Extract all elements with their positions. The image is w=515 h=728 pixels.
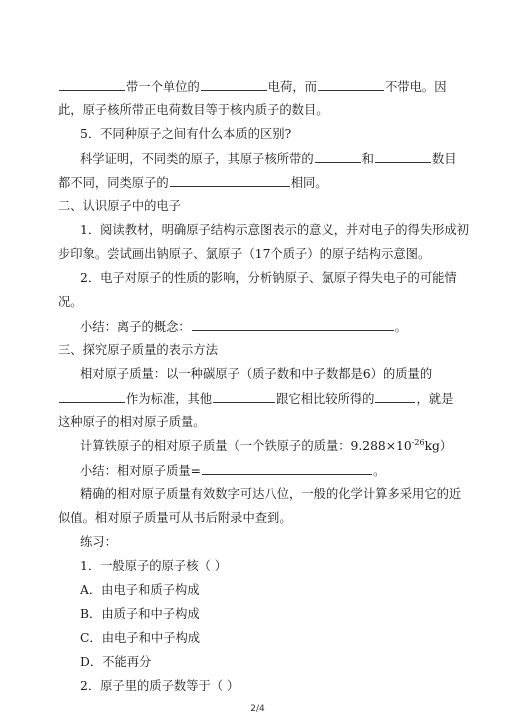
- answer-option: A．由电子和质子构成: [80, 583, 200, 597]
- fill-blank: [170, 174, 290, 187]
- fill-blank: [192, 318, 394, 331]
- text-line: 这种原子的相对原子质量。: [58, 415, 206, 429]
- fill-blank: [315, 150, 361, 163]
- text-segment: ，就是: [416, 392, 454, 406]
- fill-blank: [59, 78, 125, 91]
- text-line: [0, 78, 515, 95]
- text-segment: 不带电。因: [385, 80, 447, 94]
- text-segment: kg）: [424, 439, 453, 453]
- exercise-heading: 练习：: [80, 535, 117, 549]
- text-segment: 。: [372, 464, 386, 478]
- section-heading: 二、认识原子中的电子: [58, 199, 181, 213]
- fill-blank: [213, 390, 275, 403]
- text-segment: 相同。: [290, 176, 328, 190]
- answer-option: D．不能再分: [80, 655, 152, 669]
- question-item: 1．一般原子的原子核（ ）: [80, 559, 227, 573]
- text-line: [0, 318, 515, 335]
- section-heading: 三、探究原子质量的表示方法: [58, 343, 218, 357]
- text-line: 似值。相对原子质量可从书后附录中查到。: [58, 511, 292, 525]
- fill-blank: [59, 390, 125, 403]
- text-segment: 都不同，同类原子的: [58, 176, 169, 190]
- text-line: [0, 438, 515, 454]
- exponent: -26: [411, 437, 425, 447]
- question-item: 2．原子里的质子数等于（ ）: [80, 679, 240, 693]
- text-line: [0, 390, 515, 407]
- text-segment: 小结：相对原子质量=: [80, 464, 201, 478]
- text-segment: 。: [394, 320, 407, 334]
- text-segment: 作为标准，其他: [126, 392, 213, 406]
- answer-option: C．由电子和中子构成: [80, 631, 201, 645]
- fill-blank: [375, 390, 415, 403]
- page-number: 2/4: [250, 704, 265, 714]
- text-line: [0, 150, 515, 167]
- text-line: 精确的相对原子质量有效数字可达八位，一般的化学计算多采用它的近: [80, 487, 462, 501]
- text-segment: 带一个单位的: [126, 80, 200, 94]
- text-line: 此，原子核所带正电荷数目等于核内质子的数目。: [58, 103, 329, 117]
- fill-blank: [318, 78, 384, 91]
- text-line: 况。: [58, 295, 83, 309]
- fill-blank: [375, 150, 431, 163]
- text-line: [0, 462, 515, 479]
- text-line: 相对原子质量：以一种碳原子（质子数和中子数都是6）的质量的: [80, 367, 433, 381]
- answer-option: B．由质子和中子构成: [80, 607, 200, 621]
- fill-blank: [201, 78, 267, 91]
- fill-blank: [202, 462, 372, 475]
- text-line: [0, 174, 515, 191]
- text-segment: 数目: [431, 152, 457, 166]
- question-heading: 5．不同种原子之间有什么本质的区别?: [80, 127, 292, 141]
- text-line: 1．阅读教材，明确原子结构示意图表示的意义，并对电子的得失形成初: [80, 223, 470, 237]
- text-segment: 电荷，而: [267, 80, 317, 94]
- text-segment: 和: [361, 152, 374, 166]
- text-segment: 跟它相比较所得的: [276, 392, 375, 406]
- text-segment: 计算铁原子的相对原子质量（一个铁原子的质量：9.288×10: [80, 439, 412, 453]
- text-segment: 科学证明，不同类的原子，其原子核所带的: [80, 152, 314, 166]
- text-line: 步印象。尝试画出钠原子、氯原子（17个质子）的原子结构示意图。: [58, 247, 431, 261]
- text-line: 2．电子对原子的性质的影响，分析钠原子、氯原子得失电子的可能情: [80, 271, 457, 285]
- text-segment: 小结：离子的概念：: [80, 320, 191, 334]
